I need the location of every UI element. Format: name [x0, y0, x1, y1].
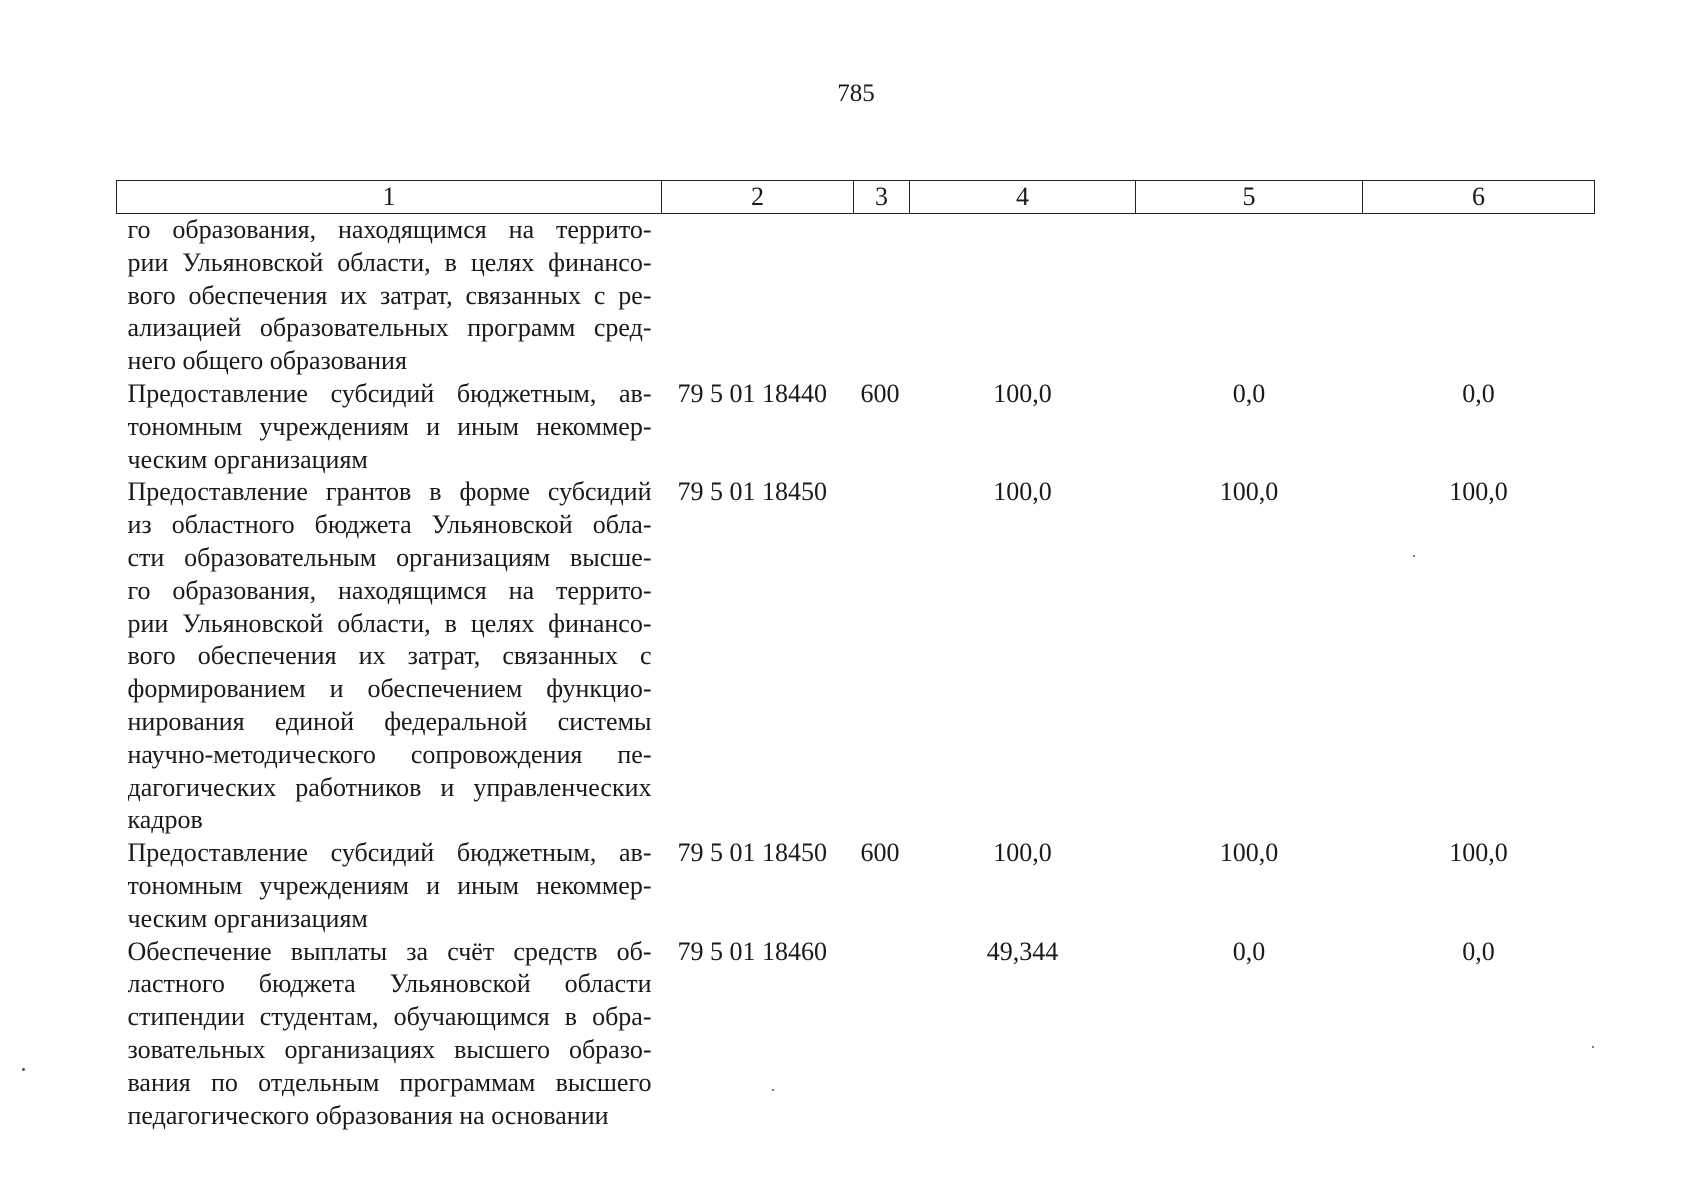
description-line: нирования единой федеральной системы [127, 706, 652, 736]
row-type [854, 936, 910, 1133]
row-value-4: 100,0 [993, 378, 1052, 408]
description-line: формированием и обеспечением функцио- [127, 674, 652, 704]
table-row [117, 476, 1595, 837]
description-line: стипендии студентам, обучающимся в обра- [127, 1002, 652, 1032]
row-value-5: 0,0 [1232, 936, 1266, 966]
table-row [117, 837, 1595, 935]
row-value-6: 0,0 [1462, 936, 1495, 966]
row-value-6: 100,0 [1449, 838, 1508, 868]
row-value-5: 0,0 [1232, 378, 1266, 408]
row-type [854, 476, 910, 837]
scan-speck [772, 1089, 774, 1091]
description-line: вого обеспечения их затрат, связанных с ре- [127, 280, 652, 310]
column-header-5: 5 [1136, 181, 1363, 214]
description-line: го образования, находящимся на террито- [127, 215, 652, 244]
description-line: вания по отдельным программам высшего [127, 1067, 652, 1097]
row-value-4: 49,344 [986, 936, 1059, 966]
row-type: 600 [860, 838, 900, 868]
table-row [117, 214, 1595, 378]
row-description [117, 378, 662, 476]
row-description [117, 837, 662, 935]
page-number: 785 [837, 80, 875, 107]
column-header-1: 1 [117, 181, 662, 214]
table-row [117, 936, 1595, 1133]
table-header-row [117, 181, 1595, 214]
description-line: ластного бюджета Ульяновской области [127, 969, 652, 999]
description-line: дагогических работников и управленческих [127, 772, 652, 802]
description-line: него общего образования [127, 346, 407, 376]
column-header-2: 2 [662, 181, 854, 214]
row-value-4: 100,0 [993, 477, 1052, 507]
description-line: зовательных организациях высшего образо- [127, 1034, 652, 1064]
row-type: 600 [860, 378, 900, 408]
row-value-6: 100,0 [1449, 477, 1508, 507]
row-description [117, 936, 662, 1133]
column-header-6: 6 [1363, 181, 1595, 214]
scan-speck [22, 1068, 25, 1071]
budget-table [116, 180, 1595, 1132]
row-value-4 [910, 214, 1136, 378]
row-code: 79 5 01 18450 [677, 838, 827, 868]
description-line: Предоставление субсидий бюджетным, ав- [127, 838, 652, 868]
description-line: тономным учреждениям и иным некоммер- [127, 870, 652, 900]
column-header-3: 3 [854, 181, 910, 214]
row-description [117, 476, 662, 837]
description-line: рии Ульяновской области, в целях финансо- [127, 247, 652, 277]
row-type [854, 214, 910, 378]
column-header-4: 4 [910, 181, 1136, 214]
description-line: Обеспечение выплаты за счёт средств об- [127, 936, 652, 966]
description-line: сти образовательным организациям высше- [127, 542, 652, 572]
row-description [117, 214, 662, 378]
description-line: ализацией образовательных программ сред- [127, 313, 652, 343]
description-line: Предоставление субсидий бюджетным, ав- [127, 378, 652, 408]
description-line: педагогического образования на основании [127, 1100, 609, 1130]
scan-speck [1413, 555, 1415, 557]
row-value-5 [1136, 214, 1363, 378]
description-line: кадров [127, 805, 203, 835]
row-code: 79 5 01 18450 [677, 477, 827, 507]
row-code: 79 5 01 18460 [677, 936, 827, 966]
description-line: научно-методического сопровождения пе- [127, 739, 652, 769]
description-line: тономным учреждениям и иным некоммер- [127, 411, 652, 441]
row-value-5: 100,0 [1219, 838, 1279, 868]
scan-speck [1592, 1046, 1594, 1048]
row-value-6 [1363, 214, 1595, 378]
row-value-5: 100,0 [1219, 477, 1279, 507]
description-line: ческим организациям [127, 444, 368, 474]
row-code: 79 5 01 18440 [677, 378, 827, 408]
description-line: го образования, находящимся на террито- [127, 575, 652, 605]
table-row [117, 378, 1595, 476]
description-line: Предоставление грантов в форме субсидий [127, 477, 652, 507]
row-code [662, 214, 854, 378]
description-line: ческим организациям [127, 903, 368, 933]
description-line: из областного бюджета Ульяновской обла- [127, 510, 652, 540]
row-value-6: 0,0 [1462, 378, 1495, 408]
description-line: вого обеспечения их затрат, связанных с [127, 641, 652, 671]
row-value-4: 100,0 [993, 838, 1052, 868]
description-line: рии Ульяновской области, в целях финансо- [127, 608, 652, 638]
